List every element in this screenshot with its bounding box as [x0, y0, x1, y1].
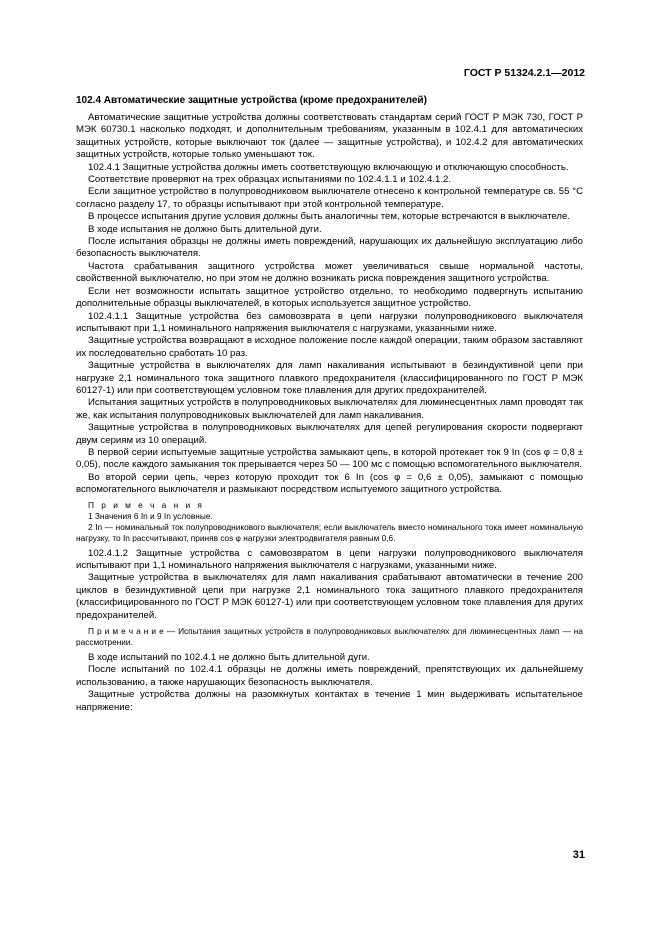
paragraph: Защитные устройства в выключателях для ламп накаливания испытывают в безиндуктивной цепи при нагрузке 2,1 номинального тока защитного плавкого предохранителя (классифицированного по ГОСТ Р МЭК 60127-1) или при соответствующем условном токе плавления для других предохранителей. [76, 360, 583, 396]
paragraph: Испытания защитных устройств в полупроводниковых выключателях для люминесцентных ламп проводят так же, как испытания полупроводниковых выключателей для ламп накаливания. [76, 397, 583, 421]
paragraph: Соответствие проверяют на трех образцах испытаниями по 102.4.1.1 и 102.4.1.2. [88, 174, 451, 186]
paragraph: Если защитное устройство в полупроводниковом выключателе отнесено к контрольной температуре св. 55 °С согласно разделу 17, то образцы испытывают при этой контрольной температуре. [76, 186, 583, 210]
paragraph: После испытаний по 102.4.1 образцы не должны иметь повреждений, препятствующих их дальнейшему использованию, а также нарушающих безопасность выключателя. [76, 664, 583, 688]
page-number: 31 [572, 849, 585, 861]
paragraph: Если нет возможности испытать защитное устройство отдельно, то необходимо подвергнуть испытанию дополнительные образцы выключателей, в которых используется защитное устройство. [76, 285, 583, 310]
paragraph: В ходе испытаний по 102.4.1 не должно быть длительной дуги. [88, 652, 370, 664]
paragraph: Автоматические защитные устройства должны соответствовать стандартам серий ГОСТ Р МЭК 730, ГОСТ Р МЭК 60730.1 насколько подходят, и дополнительным требованиям, указанным в 102.4.1 для автоматических защитных устройств, которые выключают ток (далее — защитные устройства), и 102.4.2 для автоматических защитных устройств, которые только уменьшают ток. [76, 112, 583, 161]
note-item: 2 In — номинальный ток полупроводникового выключателя; если выключатель вместо номинального тока имеет номинальную нагрузку, то In рассчитывают, приняв cos φ нагрузки электродвигателя равным 0,6. [76, 521, 583, 543]
note-item: 1 Значения 6 In и 9 In условные. [88, 510, 213, 521]
paragraph: В ходе испытания не должно быть длительной дуги. [88, 223, 322, 235]
paragraph: После испытания образцы не должны иметь повреждений, нарушающих их дальнейшую эксплуатацию либо безопасность выключателя. [76, 236, 583, 260]
section-heading: 102.4 Автоматические защитные устройства (кроме предохранителей) [76, 95, 427, 106]
document-header: ГОСТ Р 51324.2.1—2012 [463, 67, 585, 79]
note: П р и м е ч а н и е — Испытания защитных устройств в полупроводниковых выключателях для люминесцентных ламп — на рассмотрении. [76, 626, 583, 648]
paragraph: Частота срабатывания защитного устройства может увеличиваться свыше нормальной частоты, свойственной выключателю, но при этом не должно возникать риска повреждения защитного устройства. [76, 260, 583, 285]
page-content [76, 94, 583, 714]
paragraph: Защитные устройства должны на разомкнутых контактах в течение 1 мин выдерживать испытательное напряжение: [76, 689, 583, 713]
paragraph: В процессе испытания другие условия должны быть аналогичны тем, которые встречаются в выключателе. [88, 211, 571, 223]
paragraph: В первой серии испытуемые защитные устройства замыкают цепь, в которой протекает ток 9 In (cos φ = 0,8 ± 0,05), после каждого замыкания ток прерывается через 50 — 100 мс с помощью вспомогательного выключателя. [76, 446, 583, 471]
paragraph: Во второй серии цепь, через которую проходит ток 6 In (cos φ = 0,6 ± 0,05), замыкают с помощью вспомогательного выключателя и размыкают посредством испытуемого защитного устройства. [76, 471, 583, 496]
paragraph: Защитные устройства возвращают в исходное положение после каждой операции, таким образом заставляют их последовательно сработать 10 раз. [76, 335, 583, 359]
paragraph: 102.4.1 Защитные устройства должны иметь соответствующую включающую и отключающую способность. [88, 161, 569, 173]
paragraph: 102.4.1.1 Защитные устройства без самовозврата в цепи нагрузки полупроводникового выключателя испытывают при 1,1 номинального напряжения выключателя с нагрузками, указанными ниже. [76, 310, 583, 334]
paragraph: Защитные устройства в полупроводниковых выключателях для цепей регулирования скорости подвергают двум сериям из 10 операций. [76, 422, 583, 446]
notes-title: П р и м е ч а н и я [88, 499, 205, 510]
paragraph: Защитные устройства в выключателях для ламп накаливания срабатывают автоматически в течение 200 циклов в безиндуктивной цепи при нагрузке 2,1 номинального тока защитного плавкого предохранителя (классифицированного по ГОСТ Р МЭК 60127-1) или при соответствующем условном токе плавления для других предохранителей. [76, 572, 583, 621]
paragraph: 102.4.1.2 Защитные устройства с самовозвратом в цепи нагрузки полупроводникового выключателя испытывают при 1,1 номинального напряжения выключателя с нагрузками, указанными ниже. [76, 547, 583, 571]
